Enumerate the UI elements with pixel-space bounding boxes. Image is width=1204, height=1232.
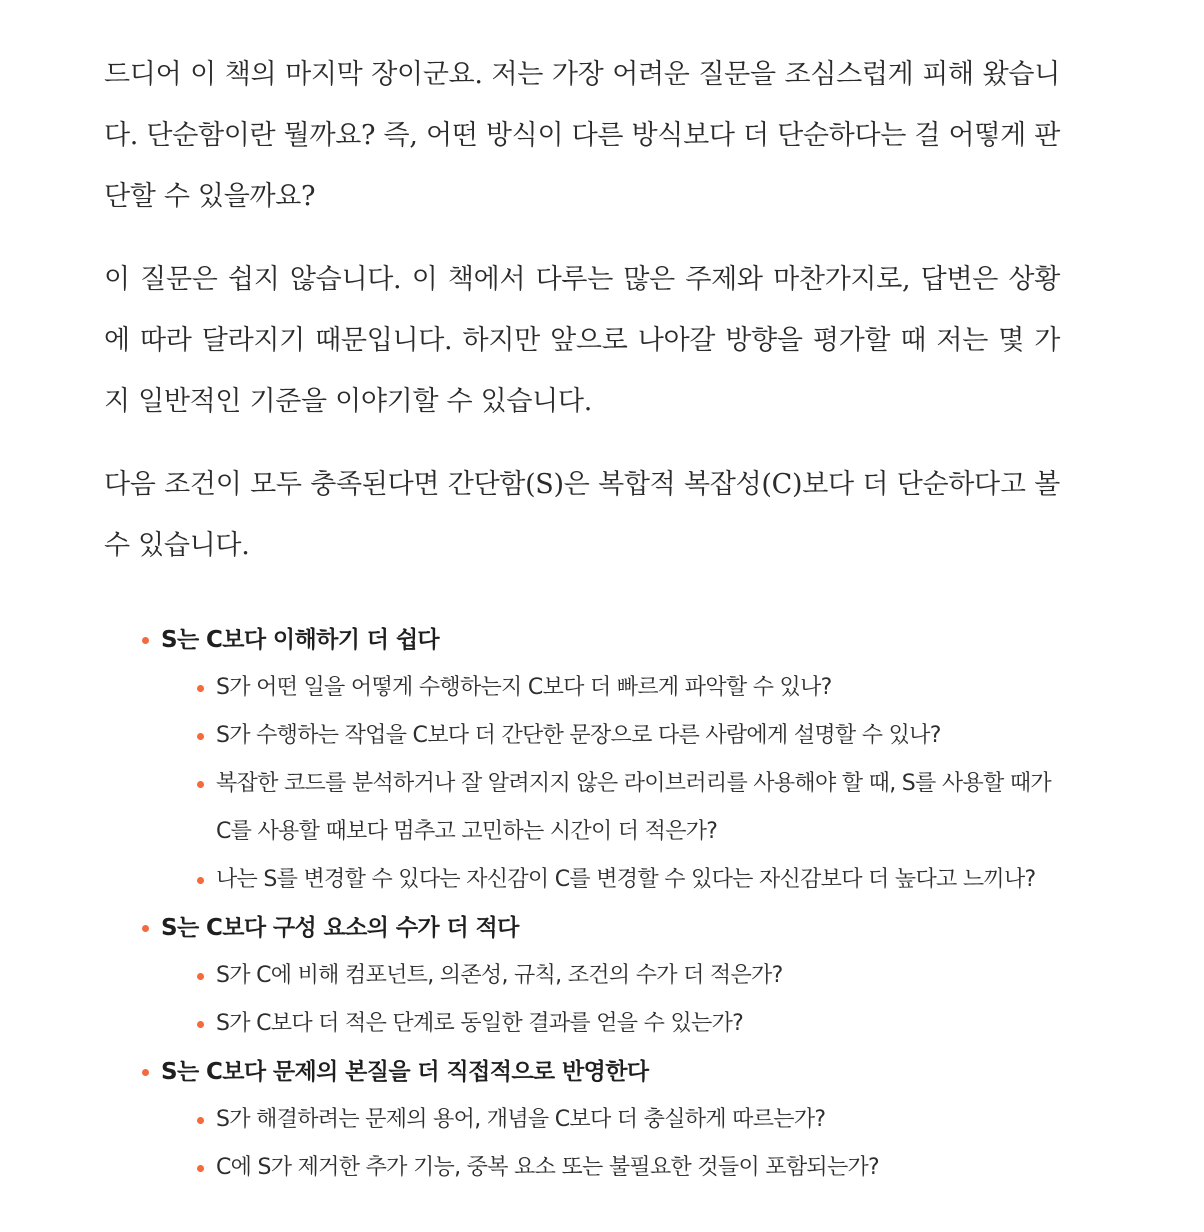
bullet-dot-icon bbox=[197, 1021, 204, 1028]
criteria-group bbox=[104, 1048, 1060, 1192]
bullet-dot-icon bbox=[197, 1165, 204, 1172]
bullet-dot-icon bbox=[142, 637, 149, 644]
list-item-text: S가 C에 비해 컴포넌트, 의존성, 규칙, 조건의 수가 더 적은가? bbox=[216, 963, 783, 988]
intro-paragraph: 드디어 이 책의 마지막 장이군요. 저는 가장 어려운 질문을 조심스럽게 피해 왔습니다. 단순함이란 뭘까요? 즉, 어떤 방식이 다른 방식보다 더 단순하다는 걸 어떻게 판단할 수 있을까요? bbox=[104, 59, 1060, 212]
criteria-heading bbox=[104, 1048, 1060, 1096]
criteria-group bbox=[104, 616, 1060, 904]
criteria-intro-paragraph: 다음 조건이 모두 충족된다면 간단함(S)은 복합적 복잡성(C)보다 더 단순하다고 볼 수 있습니다. bbox=[104, 469, 1060, 561]
criteria-heading-text: S는 C보다 구성 요소의 수가 더 적다 bbox=[161, 915, 519, 941]
bullet-dot-icon bbox=[197, 973, 204, 980]
list-item bbox=[104, 1000, 1060, 1048]
list-item-text: S가 C보다 더 적은 단계로 동일한 결과를 얻을 수 있는가? bbox=[216, 1011, 744, 1036]
criteria-heading-text: S는 C보다 이해하기 더 쉽다 bbox=[161, 627, 440, 653]
criteria-heading-text: S는 C보다 문제의 본질을 더 직접적으로 반영한다 bbox=[161, 1059, 649, 1085]
list-item bbox=[104, 952, 1060, 1000]
list-item bbox=[104, 1096, 1060, 1144]
criteria-heading bbox=[104, 616, 1060, 664]
bullet-dot-icon bbox=[142, 1069, 149, 1076]
bullet-dot-icon bbox=[142, 925, 149, 932]
list-item bbox=[104, 664, 1060, 712]
criteria-heading bbox=[104, 904, 1060, 952]
list-item bbox=[104, 856, 1060, 904]
list-item bbox=[104, 760, 1060, 856]
bullet-dot-icon bbox=[197, 733, 204, 740]
bullet-dot-icon bbox=[197, 1117, 204, 1124]
criteria-group bbox=[104, 904, 1060, 1048]
list-item-text: S가 해결하려는 문제의 용어, 개념을 C보다 더 충실하게 따르는가? bbox=[216, 1107, 826, 1132]
criteria-sublist bbox=[104, 664, 1060, 904]
list-item-text: S가 수행하는 작업을 C보다 더 간단한 문장으로 다른 사람에게 설명할 수 있나? bbox=[216, 723, 941, 748]
list-item-text: C에 S가 제거한 추가 기능, 중복 요소 또는 불필요한 것들이 포함되는가? bbox=[216, 1155, 880, 1180]
list-item bbox=[104, 712, 1060, 760]
criteria-sublist bbox=[104, 952, 1060, 1048]
criteria-list bbox=[104, 616, 1060, 1192]
list-item-text: S가 어떤 일을 어떻게 수행하는지 C보다 더 빠르게 파악할 수 있나? bbox=[216, 675, 832, 700]
list-item-text: 나는 S를 변경할 수 있다는 자신감이 C를 변경할 수 있다는 자신감보다 더 높다고 느끼나? bbox=[216, 867, 1036, 892]
bullet-dot-icon bbox=[197, 781, 204, 788]
context-paragraph: 이 질문은 쉽지 않습니다. 이 책에서 다루는 많은 주제와 마찬가지로, 답변은 상황에 따라 달라지기 때문입니다. 하지만 앞으로 나아갈 방향을 평가할 때 저는 몇 가지 일반적인 기준을 이야기할 수 있습니다. bbox=[104, 264, 1060, 417]
bullet-dot-icon bbox=[197, 877, 204, 884]
list-item-text: 복잡한 코드를 분석하거나 잘 알려지지 않은 라이브러리를 사용해야 할 때, S를 사용할 때가 C를 사용할 때보다 멈추고 고민하는 시간이 더 적은가? bbox=[216, 771, 1051, 844]
bullet-dot-icon bbox=[197, 685, 204, 692]
criteria-sublist bbox=[104, 1096, 1060, 1192]
document-page bbox=[104, 44, 1060, 1192]
list-item bbox=[104, 1144, 1060, 1192]
